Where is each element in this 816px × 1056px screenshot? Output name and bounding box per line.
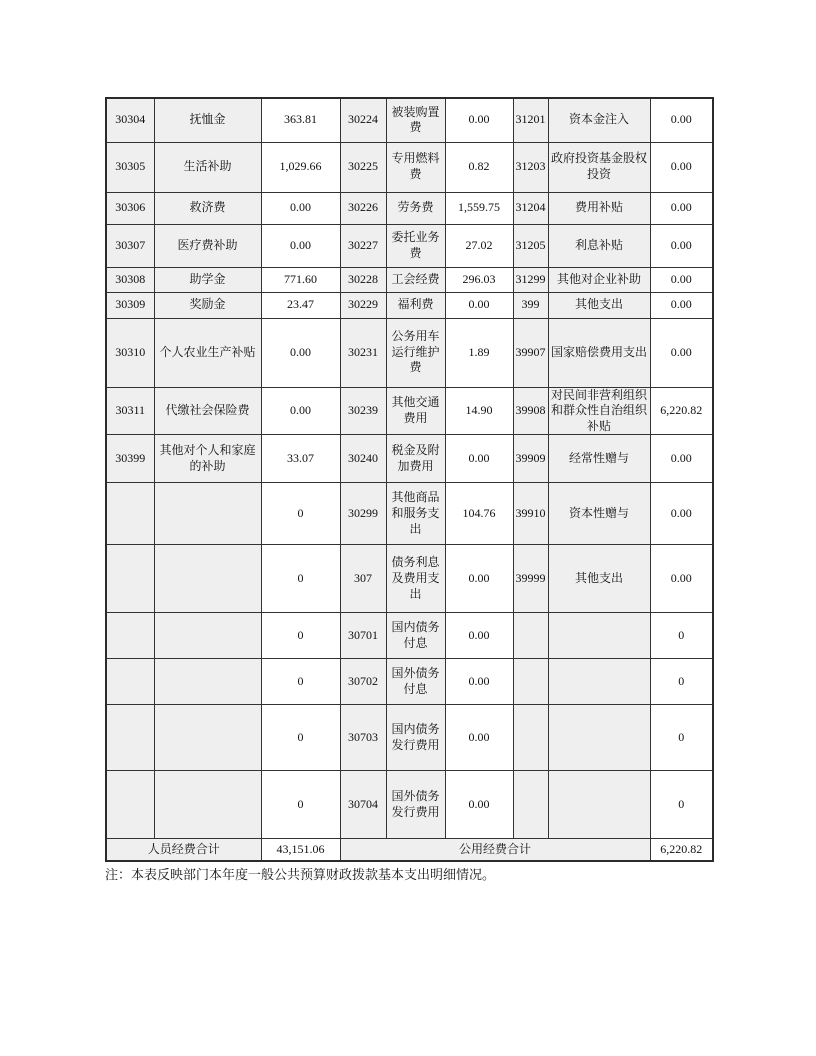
name-cell: 政府投资基金股权投资 [548,142,650,192]
code-cell: 39999 [513,545,548,613]
name-cell [548,613,650,659]
value-cell: 0 [261,705,340,771]
name-cell: 国内债务发行费用 [386,705,445,771]
public-total-label: 公用经费合计 [340,839,650,861]
value-cell: 0 [650,771,713,839]
code-cell: 31203 [513,142,548,192]
table-row [106,483,713,545]
code-cell: 39908 [513,387,548,435]
code-cell: 39910 [513,483,548,545]
value-cell: 0.00 [445,292,513,318]
code-cell [106,771,154,839]
value-cell: 0.00 [650,318,713,387]
value-cell: 0.00 [650,98,713,142]
code-cell: 39907 [513,318,548,387]
value-cell: 0.00 [650,545,713,613]
name-cell: 其他对个人和家庭的补助 [154,435,261,483]
table-row [106,435,713,483]
name-cell [548,659,650,705]
name-cell: 经常性赠与 [548,435,650,483]
value-cell: 0.00 [650,142,713,192]
personnel-total-value: 43,151.06 [261,839,340,861]
name-cell: 生活补助 [154,142,261,192]
value-cell: 0 [650,613,713,659]
code-cell: 30399 [106,435,154,483]
code-cell: 30226 [340,192,386,224]
value-cell: 1.89 [445,318,513,387]
code-cell [106,705,154,771]
code-cell: 30239 [340,387,386,435]
name-cell: 国外债务发行费用 [386,771,445,839]
table-row [106,771,713,839]
code-cell: 30306 [106,192,154,224]
code-cell [513,659,548,705]
name-cell: 医疗费补助 [154,224,261,267]
value-cell: 0.00 [650,435,713,483]
name-cell [548,771,650,839]
value-cell: 0 [261,659,340,705]
name-cell [154,771,261,839]
name-cell: 委托业务费 [386,224,445,267]
name-cell: 工会经费 [386,267,445,292]
value-cell: 0.00 [445,705,513,771]
code-cell: 30304 [106,98,154,142]
code-cell: 31201 [513,98,548,142]
value-cell: 0.82 [445,142,513,192]
name-cell: 国外债务付息 [386,659,445,705]
table-note: 注：本表反映部门本年度一般公共预算财政拨款基本支出明细情况。 [105,867,496,882]
name-cell [154,483,261,545]
code-cell: 307 [340,545,386,613]
name-cell: 其他支出 [548,292,650,318]
name-cell: 资本性赠与 [548,483,650,545]
value-cell: 0 [650,705,713,771]
table-totals [106,839,713,861]
name-cell: 助学金 [154,267,261,292]
name-cell [154,613,261,659]
value-cell: 6,220.82 [650,387,713,435]
code-cell: 30229 [340,292,386,318]
value-cell: 0 [261,545,340,613]
value-cell: 0.00 [261,224,340,267]
code-cell: 30702 [340,659,386,705]
value-cell: 0.00 [445,771,513,839]
name-cell: 利息补贴 [548,224,650,267]
name-cell: 代缴社会保险费 [154,387,261,435]
value-cell: 0.00 [650,267,713,292]
name-cell: 其他对企业补助 [548,267,650,292]
name-cell: 福利费 [386,292,445,318]
name-cell [548,705,650,771]
table-row [106,613,713,659]
code-cell: 30704 [340,771,386,839]
code-cell: 31204 [513,192,548,224]
name-cell: 资本金注入 [548,98,650,142]
table-row [106,267,713,292]
code-cell: 30305 [106,142,154,192]
table-row [106,224,713,267]
name-cell: 费用补贴 [548,192,650,224]
value-cell: 33.07 [261,435,340,483]
code-cell [513,705,548,771]
name-cell [154,705,261,771]
code-cell [106,613,154,659]
value-cell: 0 [261,483,340,545]
name-cell: 税金及附加费用 [386,435,445,483]
name-cell: 专用燃料费 [386,142,445,192]
name-cell: 国家赔偿费用支出 [548,318,650,387]
value-cell: 0.00 [650,483,713,545]
code-cell: 30240 [340,435,386,483]
code-cell: 31299 [513,267,548,292]
value-cell: 0.00 [650,292,713,318]
code-cell: 30308 [106,267,154,292]
table-row [106,192,713,224]
value-cell: 0.00 [445,659,513,705]
value-cell: 0.00 [445,613,513,659]
name-cell [154,659,261,705]
code-cell: 30309 [106,292,154,318]
value-cell: 104.76 [445,483,513,545]
value-cell: 363.81 [261,98,340,142]
table-row [106,292,713,318]
value-cell: 0.00 [261,387,340,435]
value-cell: 14.90 [445,387,513,435]
code-cell: 30307 [106,224,154,267]
value-cell: 0.00 [261,318,340,387]
name-cell: 国内债务付息 [386,613,445,659]
value-cell: 0 [261,613,340,659]
table-row [106,659,713,705]
code-cell: 30703 [340,705,386,771]
name-cell: 其他支出 [548,545,650,613]
code-cell: 30311 [106,387,154,435]
table-row [106,387,713,435]
name-cell: 被装购置费 [386,98,445,142]
basic-expenditure-detail-table [105,97,714,862]
table-row [106,98,713,142]
code-cell [513,613,548,659]
value-cell: 0.00 [445,98,513,142]
value-cell: 771.60 [261,267,340,292]
table-row [106,142,713,192]
name-cell: 奖励金 [154,292,261,318]
name-cell: 个人农业生产补贴 [154,318,261,387]
value-cell: 0.00 [650,192,713,224]
code-cell [106,659,154,705]
code-cell [513,771,548,839]
value-cell: 27.02 [445,224,513,267]
public-total-value: 6,220.82 [650,839,713,861]
name-cell: 救济费 [154,192,261,224]
name-cell: 劳务费 [386,192,445,224]
code-cell: 30231 [340,318,386,387]
table-row [106,705,713,771]
code-cell [106,545,154,613]
code-cell: 30225 [340,142,386,192]
code-cell [106,483,154,545]
value-cell: 1,029.66 [261,142,340,192]
name-cell: 公务用车运行维护费 [386,318,445,387]
value-cell: 1,559.75 [445,192,513,224]
table-body [106,98,713,839]
code-cell: 39909 [513,435,548,483]
code-cell: 30310 [106,318,154,387]
value-cell: 0.00 [650,224,713,267]
code-cell: 30701 [340,613,386,659]
table-row [106,318,713,387]
value-cell: 0 [261,771,340,839]
value-cell: 296.03 [445,267,513,292]
value-cell: 23.47 [261,292,340,318]
name-cell [154,545,261,613]
value-cell: 0.00 [445,435,513,483]
code-cell: 30228 [340,267,386,292]
code-cell: 30227 [340,224,386,267]
code-cell: 31205 [513,224,548,267]
name-cell: 对民间非营利组织和群众性自治组织补贴 [548,387,650,435]
value-cell: 0.00 [261,192,340,224]
name-cell: 其他交通费用 [386,387,445,435]
totals-row [106,839,713,861]
code-cell: 30299 [340,483,386,545]
name-cell: 债务利息及费用支出 [386,545,445,613]
name-cell: 其他商品和服务支出 [386,483,445,545]
code-cell: 399 [513,292,548,318]
name-cell: 抚恤金 [154,98,261,142]
personnel-total-label: 人员经费合计 [106,839,261,861]
value-cell: 0.00 [445,545,513,613]
code-cell: 30224 [340,98,386,142]
value-cell: 0 [650,659,713,705]
table-row [106,545,713,613]
